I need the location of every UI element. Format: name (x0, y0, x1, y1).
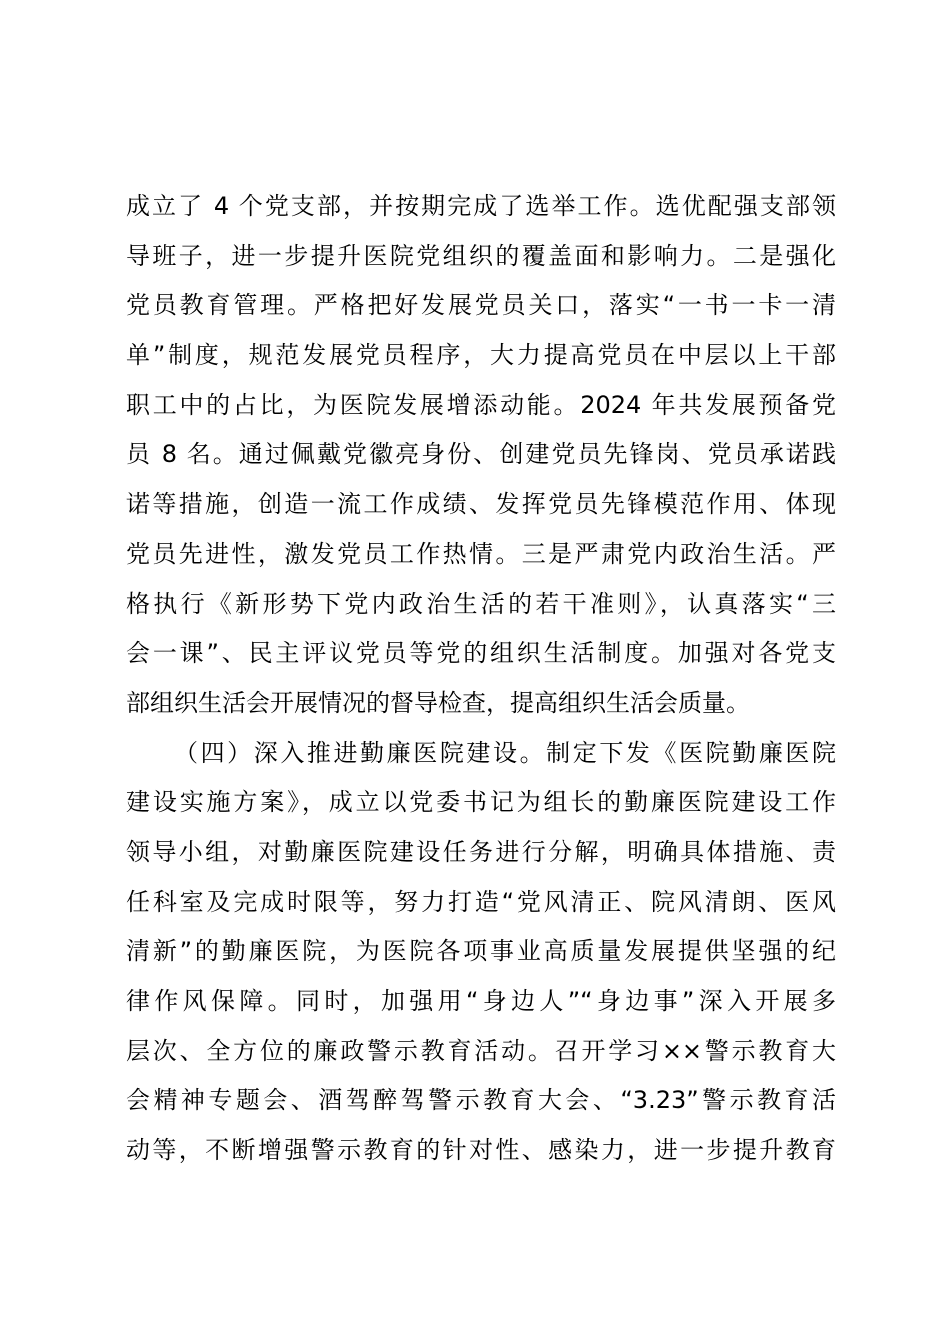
text-line: 层次、全方位的廉政警示教育活动。召开学习××警示教育大 (126, 1036, 836, 1065)
text-line: 职工中的占比，为医院发展增添动能。2024 年共发展预备党 (126, 390, 836, 419)
text-line: 党员教育管理。严格把好发展党员关口，落实“一书一卡一清 (126, 291, 836, 320)
text-line: 党员先进性，激发党员工作热情。三是严肃党内政治生活。严 (126, 539, 836, 568)
text-line: 会一课”、民主评议党员等党的组织生活制度。加强对各党支 (126, 639, 836, 668)
text-line: 律作风保障。同时，加强用“身边人”“身边事”深入开展多 (126, 987, 836, 1015)
paragraph-party-branch (126, 182, 836, 729)
text-line: 建设实施方案》，成立以党委书记为组长的勤廉医院建设工作 (126, 788, 836, 817)
paragraph-integrity-hospital (126, 729, 836, 1176)
text-line: 清新”的勤廉医院，为医院各项事业高质量发展提供坚强的纪 (126, 937, 836, 966)
text-line: （四）深入推进勤廉医院建设。制定下发《医院勤廉医院 (174, 738, 836, 767)
text-line: 成立了 4 个党支部，并按期完成了选举工作。选优配强支部领 (126, 192, 836, 220)
text-line: 会精神专题会、酒驾醉驾警示教育大会、“3.23”警示教育活 (126, 1086, 836, 1115)
text-line: 单”制度，规范发展党员程序，大力提高党员在中层以上干部 (126, 341, 836, 370)
text-line: 诺等措施，创造一流工作成绩、发挥党员先锋模范作用、体现 (126, 490, 836, 519)
text-line: 导班子，进一步提升医院党组织的覆盖面和影响力。二是强化 (126, 241, 836, 270)
text-line: 领导小组，对勤廉医院建设任务进行分解，明确具体措施、责 (126, 837, 836, 866)
text-line: 部组织生活会开展情况的督导检查，提高组织生活会质量。 (126, 688, 750, 717)
text-line: 任科室及完成时限等，努力打造“党风清正、院风清朗、医风 (126, 887, 836, 916)
text-line: 动等，不断增强警示教育的针对性、感染力，进一步提升教育 (126, 1136, 836, 1165)
document-body (126, 182, 836, 1176)
text-line: 格执行《新形势下党内政治生活的若干准则》，认真落实“三 (126, 589, 836, 618)
text-line: 员 8 名。通过佩戴党徽亮身份、创建党员先锋岗、党员承诺践 (126, 440, 836, 469)
